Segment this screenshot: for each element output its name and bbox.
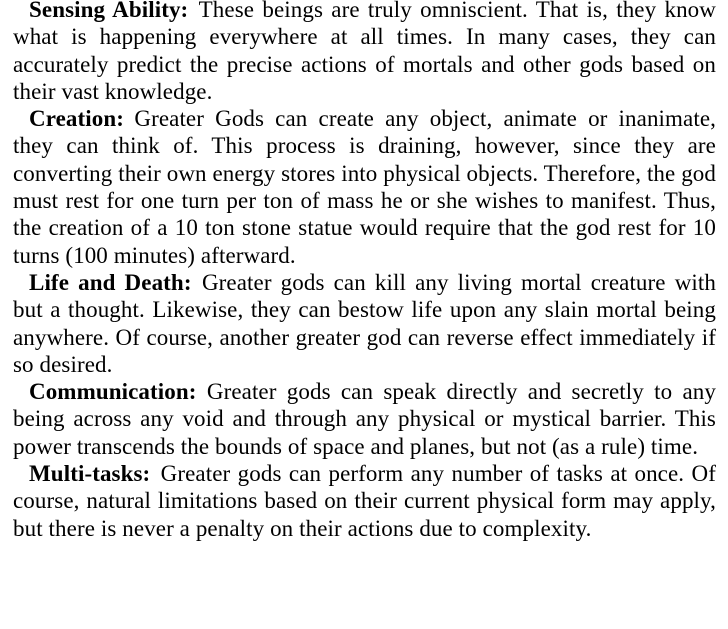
paragraph [13,0,716,105]
paragraph [13,378,716,460]
paragraph [13,269,716,378]
paragraph-body: Greater gods can kill any living mortal creature with but a thought. Likewise, they can bestow life upon any slain mortal being anywhere. Of course, another greater god can reverse effect immediately if so desired. [13,269,716,377]
paragraph-heading: Creation: [29,106,125,132]
paragraph [13,460,716,542]
paragraph-heading: Multi-tasks: [29,461,151,487]
paragraph-container [13,0,716,542]
paragraph [13,105,716,269]
paragraph-body: These beings are truly omniscient. That is, they know what is happening everywhere at all times. In many cases, they can accurately predict the precise actions of mortals and other gods based on their vast knowledge. [13,0,716,104]
paragraph-body: Greater gods can speak directly and secretly to any being across any void and through any physical or mystical barrier. This power transcends the bounds of space and planes, but not (as a rule) time. [13,379,716,459]
paragraph-body: Greater Gods can create any object, animate or inanimate, they can think of. This process is draining, however, since they are converting their own energy stores into physical objects. Therefore, the god must rest for one turn per ton of mass he or she wishes to manifest. Thus, the creation of a 10 ton stone statue would require that the god rest for 10 turns (100 minutes) afterward. [13,106,716,268]
paragraph-heading: Communication: [29,379,197,405]
paragraph-heading: Sensing Ability: [29,0,189,22]
paragraph-heading: Life and Death: [29,269,192,295]
paragraph-body: Greater gods can perform any number of tasks at once. Of course, natural limitations based on their current physical form may apply, but there is never a penalty on their actions due to complexity. [13,461,716,541]
